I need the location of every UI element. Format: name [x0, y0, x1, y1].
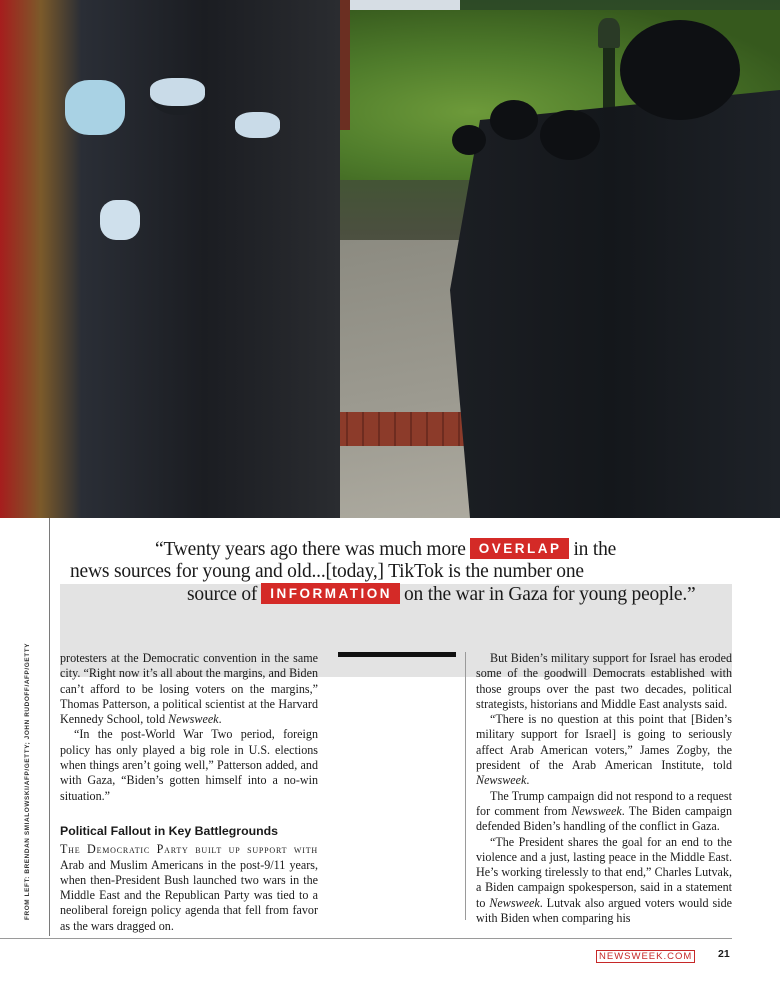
paragraph: The Democratic Party built up support with Arab and Muslim Americans in the post-9/11 years, when then-President Bush launched two wars in the Middle East and the Republican Party was tied to a neoliberal foreign policy agenda that fell from favor as the wars dragged on. — [60, 842, 318, 933]
photo-police-line — [440, 90, 780, 518]
paragraph: The Trump campaign did not respond to a request for comment from Newsweek. The Biden campaign defended Biden’s handling of the conflict in Gaza. — [476, 788, 732, 834]
photo-credit: FROM LEFT: BRENDAN SMIALOWSKI/AFP/GETTY; JOHN RUDOFF/AFP/GETTY — [24, 642, 31, 920]
pull-quote-tag-information: INFORMATION — [261, 583, 400, 604]
pull-quote-line-2: news sources for young and old...[today,] TikTok is the number one — [70, 561, 584, 582]
pull-quote-line-3 — [60, 583, 732, 606]
footer-rule — [0, 938, 732, 939]
margin-rule — [49, 518, 50, 936]
section-bar — [338, 652, 456, 657]
paragraph: “In the post-World War Two period, foreign policy has only played a big role in U.S. elections when things aren’t going well,” Patterson added, and with Gaza, “Biden’s gotten himself into a no-win situation.” — [60, 727, 318, 803]
column-rule — [465, 652, 466, 920]
pull-quote-tag-overlap: OVERLAP — [470, 538, 570, 559]
article-column-left — [60, 651, 318, 934]
pull-quote-text: “Twenty years ago there was much more — [155, 539, 466, 560]
paragraph: “There is no question at this point that [Biden’s military support for Israel] is going to seriously affect Arab American voters,” James Zogby, the president of the Arab American Institute, told Newsweek. — [476, 712, 732, 788]
photo-lamp-head — [598, 18, 620, 48]
pull-quote-line-1 — [60, 538, 732, 561]
pull-quote — [60, 538, 732, 606]
pull-quote-text: on the war in Gaza for young people.” — [403, 584, 696, 605]
site-url[interactable]: NEWSWEEK.COM — [596, 950, 695, 963]
article-column-right — [476, 651, 732, 926]
pull-quote-text: in the — [573, 539, 617, 560]
paragraph: But Biden’s military support for Israel has eroded some of the goodwill Democrats established with those groups over the past two decades, political strategists, historians and Middle East analysts said. — [476, 651, 732, 711]
subhead: Political Fallout in Key Battlegrounds — [60, 823, 278, 838]
page-number: 21 — [718, 948, 730, 960]
paragraph: protesters at the Democratic convention in the same city. “Right now it’s all about the margins, and Biden can’t afford to be losing voters on the margins,” Thomas Patterson, a political scientist at the Harvard Kennedy School, told Newsweek. — [60, 651, 318, 727]
paragraph: “The President shares the goal for an end to the violence and a just, lasting peace in the Middle East. He’s working tirelessly to that end,” Charles Lutvak, a Biden campaign spokesperson, said in a statement to Newsweek. Lutvak also argued voters would side with Biden when comparing his — [476, 834, 733, 926]
pull-quote-text: source of — [187, 584, 258, 605]
